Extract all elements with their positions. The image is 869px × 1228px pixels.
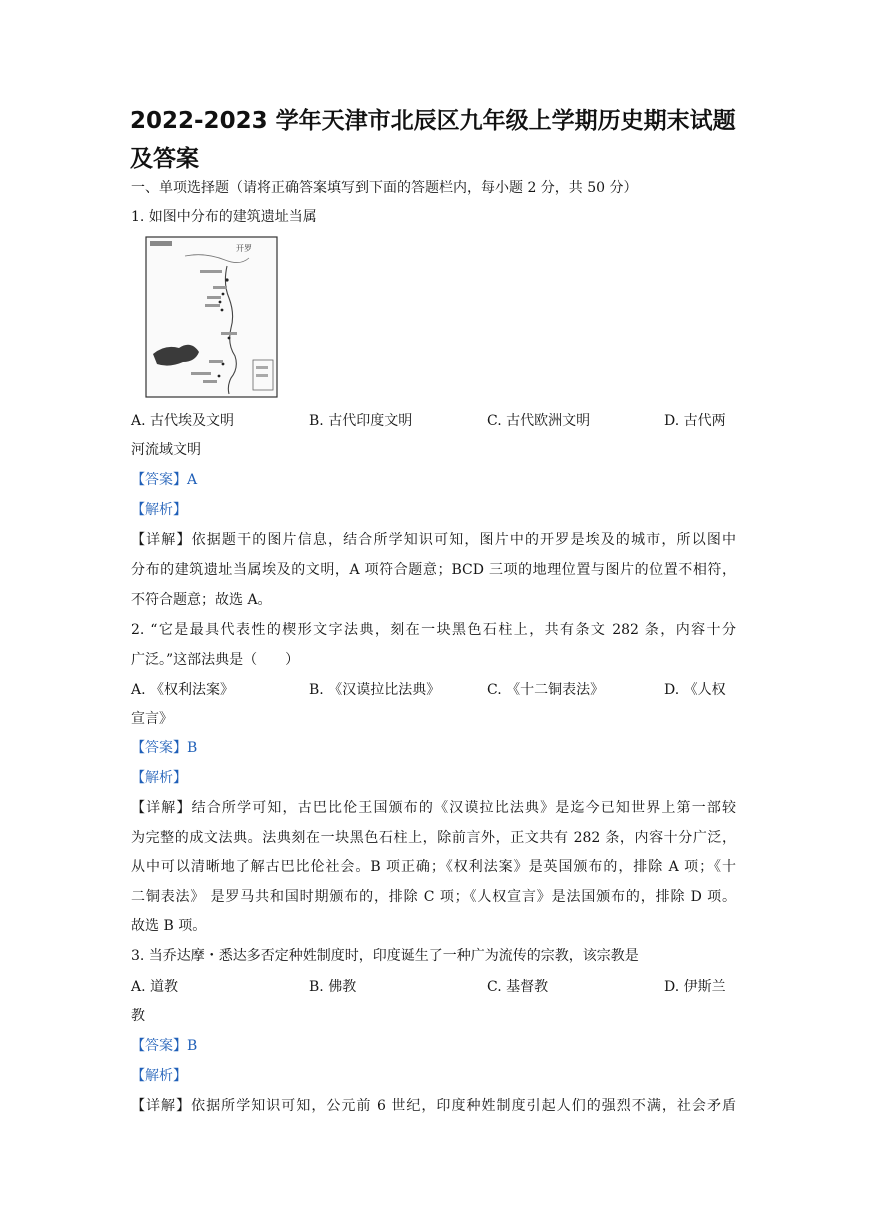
q2-stem: 2. “它是最具代表性的楔形文字法典，刻在一块黑色石柱上，共有条文 282 条，内容十分 — [131, 622, 736, 638]
q2-detail-line: 为完整的成文法典。法典刻在一块黑色石柱上，除前言外，正文共有 282 条，内容十分广泛， — [131, 830, 736, 846]
q1-detail-line: 【详解】依据题干的图片信息，结合所学知识可知，图片中的开罗是埃及的城市，所以图中 — [131, 532, 736, 548]
q1-analysis-label: 【解析】 — [131, 502, 187, 518]
q3-detail-line: 【详解】依据所学知识可知，公元前 6 世纪，印度种姓制度引起人们的强烈不满，社会矛盾 — [131, 1098, 736, 1114]
q3-option-d: D. 伊斯兰 — [664, 979, 726, 995]
q1-option-c: C. 古代欧洲文明 — [487, 413, 591, 429]
map-label-cairo: 开罗 — [236, 244, 252, 253]
q2-detail-line: 故选 B 项。 — [131, 918, 207, 934]
q1-option-d: D. 古代两 — [664, 413, 726, 429]
q3-option-b: B. 佛教 — [309, 979, 357, 995]
q3-analysis-label: 【解析】 — [131, 1068, 187, 1084]
q2-analysis-label: 【解析】 — [131, 770, 187, 786]
q3-answer: 【答案】B — [131, 1038, 198, 1054]
q1-detail-line: 不符合题意；故选 A。 — [131, 592, 272, 608]
q2-option-a: A. 《权利法案》 — [131, 682, 235, 698]
q3-option-c: C. 基督教 — [487, 979, 549, 995]
q1-option-b: B. 古代印度文明 — [309, 413, 413, 429]
q3-stem: 3. 当乔达摩・悉达多否定种姓制度时，印度诞生了一种广为流传的宗教，该宗教是 — [131, 948, 639, 964]
page-title: 2022-2023 学年天津市北辰区九年级上学期历史期末试题及答案 — [130, 108, 736, 172]
q1-stem: 1. 如图中分布的建筑遗址当属 — [131, 209, 317, 225]
q2-option-c: C. 《十二铜表法》 — [487, 682, 605, 698]
q1-option-d-wrap: 河流域文明 — [131, 442, 201, 458]
q1-option-a: A. 古代埃及文明 — [131, 413, 235, 429]
q2-option-d: D. 《人权 — [664, 682, 726, 698]
q2-stem: 广泛。”这部法典是（ ） — [131, 652, 300, 668]
q2-answer: 【答案】B — [131, 740, 198, 756]
q2-option-d-wrap: 宣言》 — [131, 711, 173, 727]
q3-option-d-wrap: 教 — [131, 1008, 145, 1024]
q1-answer: 【答案】A — [131, 472, 198, 488]
q3-option-a: A. 道教 — [131, 979, 179, 995]
section-heading: 一、单项选择题（请将正确答案填写到下面的答题栏内，每小题 2 分，共 50 分） — [131, 180, 638, 196]
q2-detail-line: 二铜表法》 是罗马共和国时期颁布的，排除 C 项；《人权宣言》是法国颁布的，排除 D 项。 — [131, 889, 736, 905]
q1-detail-line: 分布的建筑遗址当属埃及的文明，A 项符合题意；BCD 三项的地理位置与图片的位置不相符， — [131, 562, 736, 578]
q2-detail-line: 【详解】结合所学可知，古巴比伦王国颁布的《汉谟拉比法典》是迄今已知世界上第一部较 — [131, 800, 736, 816]
egypt-map-image — [145, 236, 278, 398]
q2-detail-line: 从中可以清晰地了解古巴比伦社会。B 项正确；《权利法案》是英国颁布的，排除 A 项；《十 — [131, 859, 736, 875]
q2-option-b: B. 《汉谟拉比法典》 — [309, 682, 441, 698]
